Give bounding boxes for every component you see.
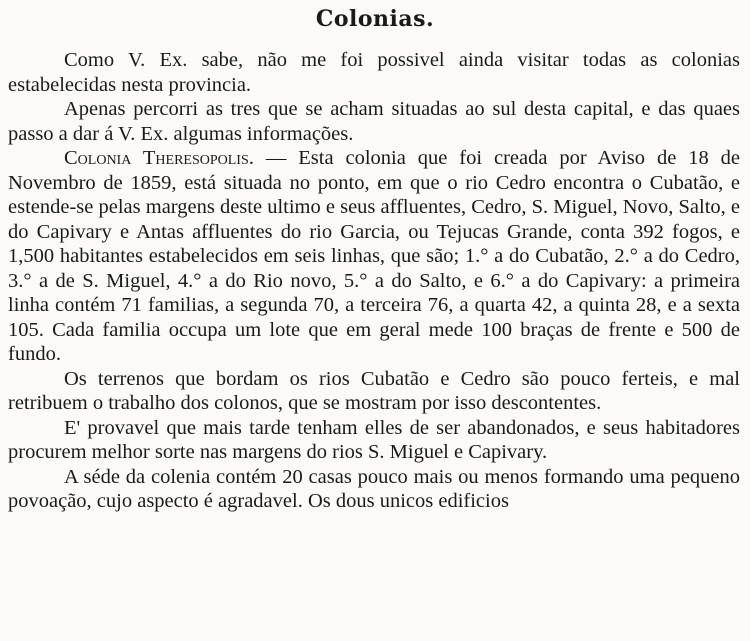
paragraph-2: Apenas percorri as tres que se acham situadas ao sul desta capital, e das quaes passo a dar á V. Ex. algumas informações. xyxy=(8,98,740,145)
paragraph-1: Como V. Ex. sabe, não me foi possivel ainda visitar todas as colonias estabelecidas nesta provincia. xyxy=(8,49,740,96)
colony-heading: Colonia Theresopolis. — xyxy=(64,147,287,169)
paragraph-5: E' provavel que mais tarde tenham elles de ser abandonados, e seus habitadores procurem melhor sorte nas margens do rios S. Miguel e Capivary. xyxy=(8,416,740,463)
document-body xyxy=(8,48,740,514)
paragraph-3 xyxy=(8,146,740,367)
paragraph-6: A séde da colenia contém 20 casas pouco mais ou menos formando uma pequeno povoação, cujo aspecto é agradavel. Os dous unicos edificios xyxy=(8,465,740,512)
paragraph-4: Os terrenos que bordam os rios Cubatão e Cedro são pouco ferteis, e mal retribuem o trabalho dos colonos, que se mostram por isso descontentes. xyxy=(8,367,740,414)
page-title: Colonias. xyxy=(315,6,435,32)
paragraph-3-text: Esta colonia que foi creada por Aviso de 18 de Novembro de 1859, está situada no ponto, em que o rio Cedro encontra o Cubatão, e estende-se pelas margens deste ultimo e seus affluentes, Cedro, S. Miguel, Novo, Salto, e do Capivary e Antas affluentes do rio Garcia, ou Tejucas Grande, conta 392 fogos, e 1,500 habitantes estabelecidos em seis linhas, que são; 1.° a do Cubatão, 2.° a do Cedro, 3.° a de S. Miguel, 4.° a do Rio novo, 5.° a do Salto, e 6.° a do Capivary: a primeira linha contém 71 familias, a segunda 70, a terceira 76, a quarta 42, a quinta 28, e a sexta 105. Cada familia occupa um lote que em geral mede 100 braças de frente e 500 de fundo. xyxy=(8,147,741,365)
